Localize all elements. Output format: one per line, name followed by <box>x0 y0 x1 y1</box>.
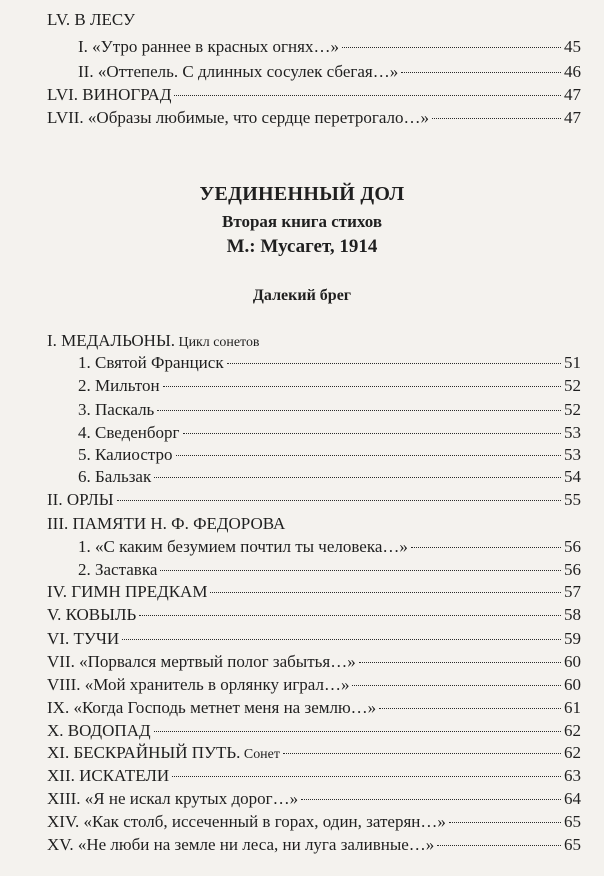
dot-leader <box>352 685 561 686</box>
toc-entry <box>47 697 581 719</box>
entry-text: 4. Сведенборг <box>78 423 180 442</box>
toc-entry <box>78 536 581 558</box>
dot-leader <box>449 822 561 823</box>
toc-entry <box>47 720 581 742</box>
entry-text: LV. В ЛЕСУ <box>47 10 136 29</box>
page-number: 51 <box>564 353 581 372</box>
dot-leader <box>432 118 561 119</box>
entry-text: IX. «Когда Господь метнет меня на землю…» <box>47 698 377 717</box>
page-number: 58 <box>564 605 581 624</box>
page-number: 46 <box>564 62 581 81</box>
toc-entry <box>47 489 581 511</box>
dot-leader <box>160 570 561 571</box>
page-number: 64 <box>564 789 581 808</box>
toc-entry <box>47 765 581 787</box>
toc-entry <box>78 559 581 581</box>
toc-entry <box>47 9 581 31</box>
dot-leader <box>154 731 561 732</box>
page-number: 56 <box>564 560 581 579</box>
toc-entry <box>78 352 581 374</box>
dot-leader <box>227 363 561 364</box>
entry-text: XIV. «Как столб, иссеченный в горах, один, затерян…» <box>47 812 446 831</box>
page-number: 52 <box>564 376 581 395</box>
toc-entry <box>78 36 581 58</box>
dot-leader <box>301 799 561 800</box>
page-number: 54 <box>564 467 581 486</box>
toc-entry <box>47 811 581 833</box>
dot-leader <box>411 547 561 548</box>
toc-entry <box>78 444 581 466</box>
page-number: 65 <box>564 835 581 854</box>
dot-leader <box>437 845 561 846</box>
page-number: 57 <box>564 582 581 601</box>
dot-leader <box>154 477 561 478</box>
entry-text: I. «Утро раннее в красных огнях…» <box>78 37 339 56</box>
toc-entry <box>47 604 581 626</box>
entry-text: 6. Бальзак <box>78 467 152 486</box>
entry-text: XV. «Не люби на земле ни леса, ни луга заливные…» <box>47 835 435 854</box>
entry-text: V. КОВЫЛЬ <box>47 605 137 624</box>
entry-text: X. ВОДОПАД <box>47 721 151 740</box>
page-number: 53 <box>564 423 581 442</box>
page-number: 60 <box>564 675 581 694</box>
entry-text: XII. ИСКАТЕЛИ <box>47 766 170 785</box>
toc-entry <box>47 107 581 129</box>
entry-text: I. МЕДАЛЬОНЫ. Цикл сонетов <box>47 331 260 350</box>
book-publisher: М.: Мусагет, 1914 <box>226 236 378 257</box>
page-number: 60 <box>564 652 581 671</box>
dot-leader <box>210 592 561 593</box>
page-number: 63 <box>564 766 581 785</box>
page-number: 61 <box>564 698 581 717</box>
entry-text: LVII. «Образы любимые, что сердце перетрогало…» <box>47 108 430 127</box>
toc-entry <box>47 651 581 673</box>
toc-entry <box>47 742 581 766</box>
dot-leader <box>283 753 561 754</box>
page-number: 56 <box>564 537 581 556</box>
toc-entry <box>78 375 581 397</box>
page-number: 47 <box>564 108 581 127</box>
dot-leader <box>174 95 561 96</box>
entry-text: 5. Калиостро <box>78 445 173 464</box>
entry-text: XIII. «Я не искал крутых дорог…» <box>47 789 299 808</box>
page-number: 65 <box>564 812 581 831</box>
dot-leader <box>139 615 561 616</box>
dot-leader <box>359 662 561 663</box>
entry-text: 1. «С каким безумием почтил ты человека…» <box>78 537 408 556</box>
toc-entry <box>78 61 581 83</box>
toc-entry <box>47 84 581 106</box>
page-number: 55 <box>564 490 581 509</box>
entry-text: XI. БЕСКРАЙНЫЙ ПУТЬ. Сонет <box>47 743 280 762</box>
dot-leader <box>342 47 561 48</box>
entry-subtitle: Цикл сонетов <box>175 335 260 350</box>
entry-text: 1. Святой Франциск <box>78 353 224 372</box>
entry-text: LVI. ВИНОГРАД <box>47 85 172 104</box>
entry-text: 2. Мильтон <box>78 376 160 395</box>
dot-leader <box>379 708 561 709</box>
dot-leader <box>157 410 561 411</box>
dot-leader <box>401 72 561 73</box>
toc-entry <box>47 788 581 810</box>
dot-leader <box>163 386 561 387</box>
entry-text: VI. ТУЧИ <box>47 629 120 648</box>
toc-entry <box>47 581 581 603</box>
toc-entry <box>47 330 581 354</box>
page-number: 52 <box>564 400 581 419</box>
entry-text: II. «Оттепель. С длинных сосулек сбегая…» <box>78 62 399 81</box>
toc-entry <box>47 513 581 535</box>
toc-entry <box>47 628 581 650</box>
dot-leader <box>183 433 561 434</box>
book-subtitle: Вторая книга стихов <box>221 212 383 231</box>
toc-entry <box>78 466 581 488</box>
entry-text: III. ПАМЯТИ Н. Ф. ФЕДОРОВА <box>47 514 286 533</box>
entry-text: II. ОРЛЫ <box>47 490 114 509</box>
dot-leader <box>176 455 562 456</box>
book-title: УЕДИНЕННЫЙ ДОЛ <box>199 183 405 205</box>
page-number: 45 <box>564 37 581 56</box>
dot-leader <box>117 500 561 501</box>
toc-entry <box>47 834 581 856</box>
entry-subtitle: Сонет <box>240 747 280 762</box>
page-number: 62 <box>564 721 581 740</box>
dot-leader <box>172 776 561 777</box>
page-number: 47 <box>564 85 581 104</box>
dot-leader <box>122 639 561 640</box>
toc-entry <box>47 674 581 696</box>
entry-text: VII. «Порвался мертвый полог забытья…» <box>47 652 356 671</box>
page-number: 53 <box>564 445 581 464</box>
entry-text: VIII. «Мой хранитель в орлянку играл…» <box>47 675 350 694</box>
toc-entry <box>78 422 581 444</box>
page-number: 62 <box>564 743 581 762</box>
entry-text: 3. Паскаль <box>78 400 155 419</box>
page-number: 59 <box>564 629 581 648</box>
toc-entry <box>78 399 581 421</box>
entry-text: IV. ГИМН ПРЕДКАМ <box>47 582 208 601</box>
entry-text: 2. Заставка <box>78 560 158 579</box>
section-title: Далекий брег <box>252 287 352 304</box>
